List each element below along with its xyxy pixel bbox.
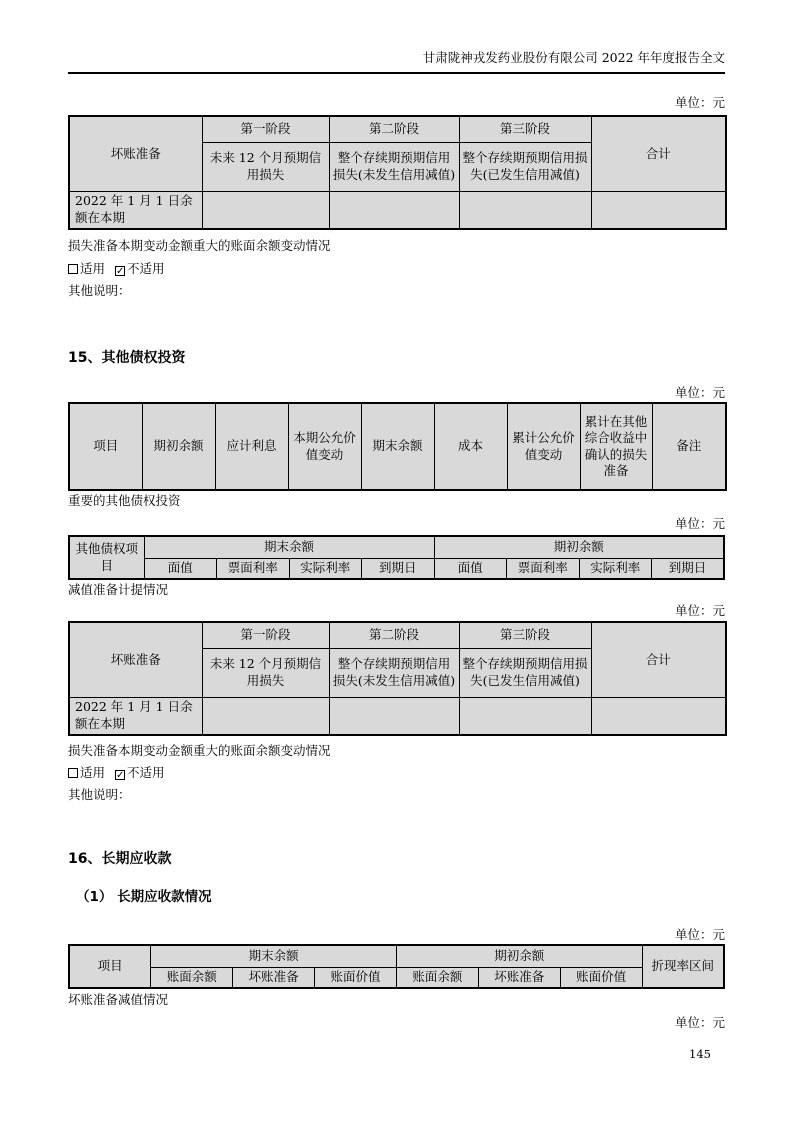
table-cell — [459, 191, 591, 229]
column-subheader: 账面价值 — [560, 967, 642, 988]
column-header: 第一阶段 — [202, 622, 329, 648]
column-subheader: 整个存续期预期信用损失(已发生信用减值) — [459, 648, 591, 697]
unit-label: 单位：元 — [674, 385, 725, 400]
checkbox-unchecked-icon — [68, 264, 78, 274]
applicability-line — [68, 261, 725, 276]
column-subheader: 到期日 — [652, 558, 725, 579]
not-applicable-label: 不适用 — [127, 765, 165, 780]
column-header: 第二阶段 — [329, 116, 459, 142]
check-icon: ✓ — [116, 266, 125, 277]
column-group-header: 期初余额 — [434, 536, 724, 558]
table-cell — [329, 697, 459, 735]
unit-label: 单位：元 — [674, 927, 725, 942]
column-header: 第二阶段 — [329, 622, 459, 648]
column-header: 备注 — [652, 403, 726, 490]
column-subheader: 到期日 — [362, 558, 435, 579]
column-subheader: 坏账准备 — [478, 967, 560, 988]
long-term-receivables-table — [68, 944, 725, 989]
table-corner-cell: 其他债权项目 — [69, 536, 144, 579]
bad-debt-impairment-note: 坏账准备减值情况 — [68, 992, 169, 1007]
column-subheader: 整个存续期预期信用损失(未发生信用减值) — [329, 142, 459, 191]
table-cell — [591, 191, 726, 229]
column-group-header: 期末余额 — [144, 536, 434, 558]
column-header: 累计在其他综合收益中确认的损失准备 — [580, 403, 652, 490]
column-subheader: 实际利率 — [289, 558, 362, 579]
column-header: 第一阶段 — [202, 116, 329, 142]
unit-label: 单位：元 — [674, 603, 725, 618]
section-heading-16: 16、长期应收款 — [68, 851, 172, 867]
applicable-label: 适用 — [80, 261, 106, 276]
table-corner-cell: 坏账准备 — [69, 116, 202, 191]
section-heading-15: 15、其他债权投资 — [68, 350, 186, 366]
bad-debt-stage-table-2 — [68, 621, 727, 736]
column-header: 成本 — [434, 403, 507, 490]
column-header: 项目 — [69, 403, 142, 490]
column-header: 累计公允价值变动 — [507, 403, 580, 490]
unit-label: 单位：元 — [674, 1015, 725, 1030]
applicability-line — [68, 765, 725, 780]
table-corner-cell: 项目 — [69, 945, 151, 988]
column-subheader: 面值 — [434, 558, 507, 579]
column-subheader: 账面余额 — [397, 967, 479, 988]
column-subheader: 实际利率 — [579, 558, 652, 579]
unit-label: 单位：元 — [674, 95, 725, 110]
document-header — [68, 0, 725, 74]
unit-label: 单位：元 — [674, 516, 725, 531]
table-corner-cell: 坏账准备 — [69, 622, 202, 697]
checkbox-checked-icon — [115, 770, 125, 780]
column-subheader: 未来 12 个月预期信用损失 — [202, 648, 329, 697]
row-label: 2022 年 1 月 1 日余额在本期 — [69, 191, 202, 229]
important-investment-note: 重要的其他债权投资 — [68, 493, 181, 508]
column-subheader: 整个存续期预期信用损失(已发生信用减值) — [459, 142, 591, 191]
other-note-label: 其他说明： — [68, 787, 131, 802]
column-subheader: 面值 — [144, 558, 217, 579]
column-header: 本期公允价值变动 — [288, 403, 361, 490]
check-icon: ✓ — [116, 770, 125, 781]
checkbox-checked-icon — [115, 266, 125, 276]
column-subheader: 坏账准备 — [233, 967, 315, 988]
applicable-label: 适用 — [80, 765, 106, 780]
column-group-header: 期初余额 — [397, 945, 643, 967]
column-header: 第三阶段 — [459, 622, 591, 648]
column-header: 第三阶段 — [459, 116, 591, 142]
loss-change-note: 损失准备本期变动金额重大的账面余额变动情况 — [68, 238, 331, 253]
not-applicable-label: 不适用 — [127, 261, 165, 276]
table-cell — [329, 191, 459, 229]
other-note-label: 其他说明： — [68, 283, 131, 298]
column-group-header: 期末余额 — [151, 945, 397, 967]
header-title: 甘肃陇神戎发药业股份有限公司 2022 年年度报告全文 — [422, 50, 725, 65]
checkbox-unchecked-icon — [68, 768, 78, 778]
table-cell — [459, 697, 591, 735]
row-label: 2022 年 1 月 1 日余额在本期 — [69, 697, 202, 735]
loss-change-note: 损失准备本期变动金额重大的账面余额变动情况 — [68, 743, 331, 758]
column-header: 合计 — [591, 622, 726, 697]
column-header: 应计利息 — [215, 403, 288, 490]
column-subheader: 整个存续期预期信用损失(未发生信用减值) — [329, 648, 459, 697]
table-cell — [202, 191, 329, 229]
column-subheader: 票面利率 — [217, 558, 290, 579]
table-cell — [202, 697, 329, 735]
page-number: 145 — [689, 1047, 711, 1061]
column-subheader: 未来 12 个月预期信用损失 — [202, 142, 329, 191]
column-header: 折现率区间 — [642, 945, 724, 988]
column-header: 期末余额 — [361, 403, 434, 490]
column-subheader: 账面余额 — [151, 967, 233, 988]
bad-debt-stage-table-1 — [68, 115, 727, 230]
other-debt-investment-table — [68, 402, 727, 491]
section-subheading-16-1: （1） 长期应收款情况 — [76, 889, 212, 905]
column-header: 合计 — [591, 116, 726, 191]
table-cell — [591, 697, 726, 735]
column-subheader: 票面利率 — [507, 558, 580, 579]
column-subheader: 账面价值 — [315, 967, 397, 988]
impairment-note: 减值准备计提情况 — [68, 582, 169, 597]
other-debt-items-table — [68, 535, 725, 580]
column-header: 期初余额 — [142, 403, 215, 490]
